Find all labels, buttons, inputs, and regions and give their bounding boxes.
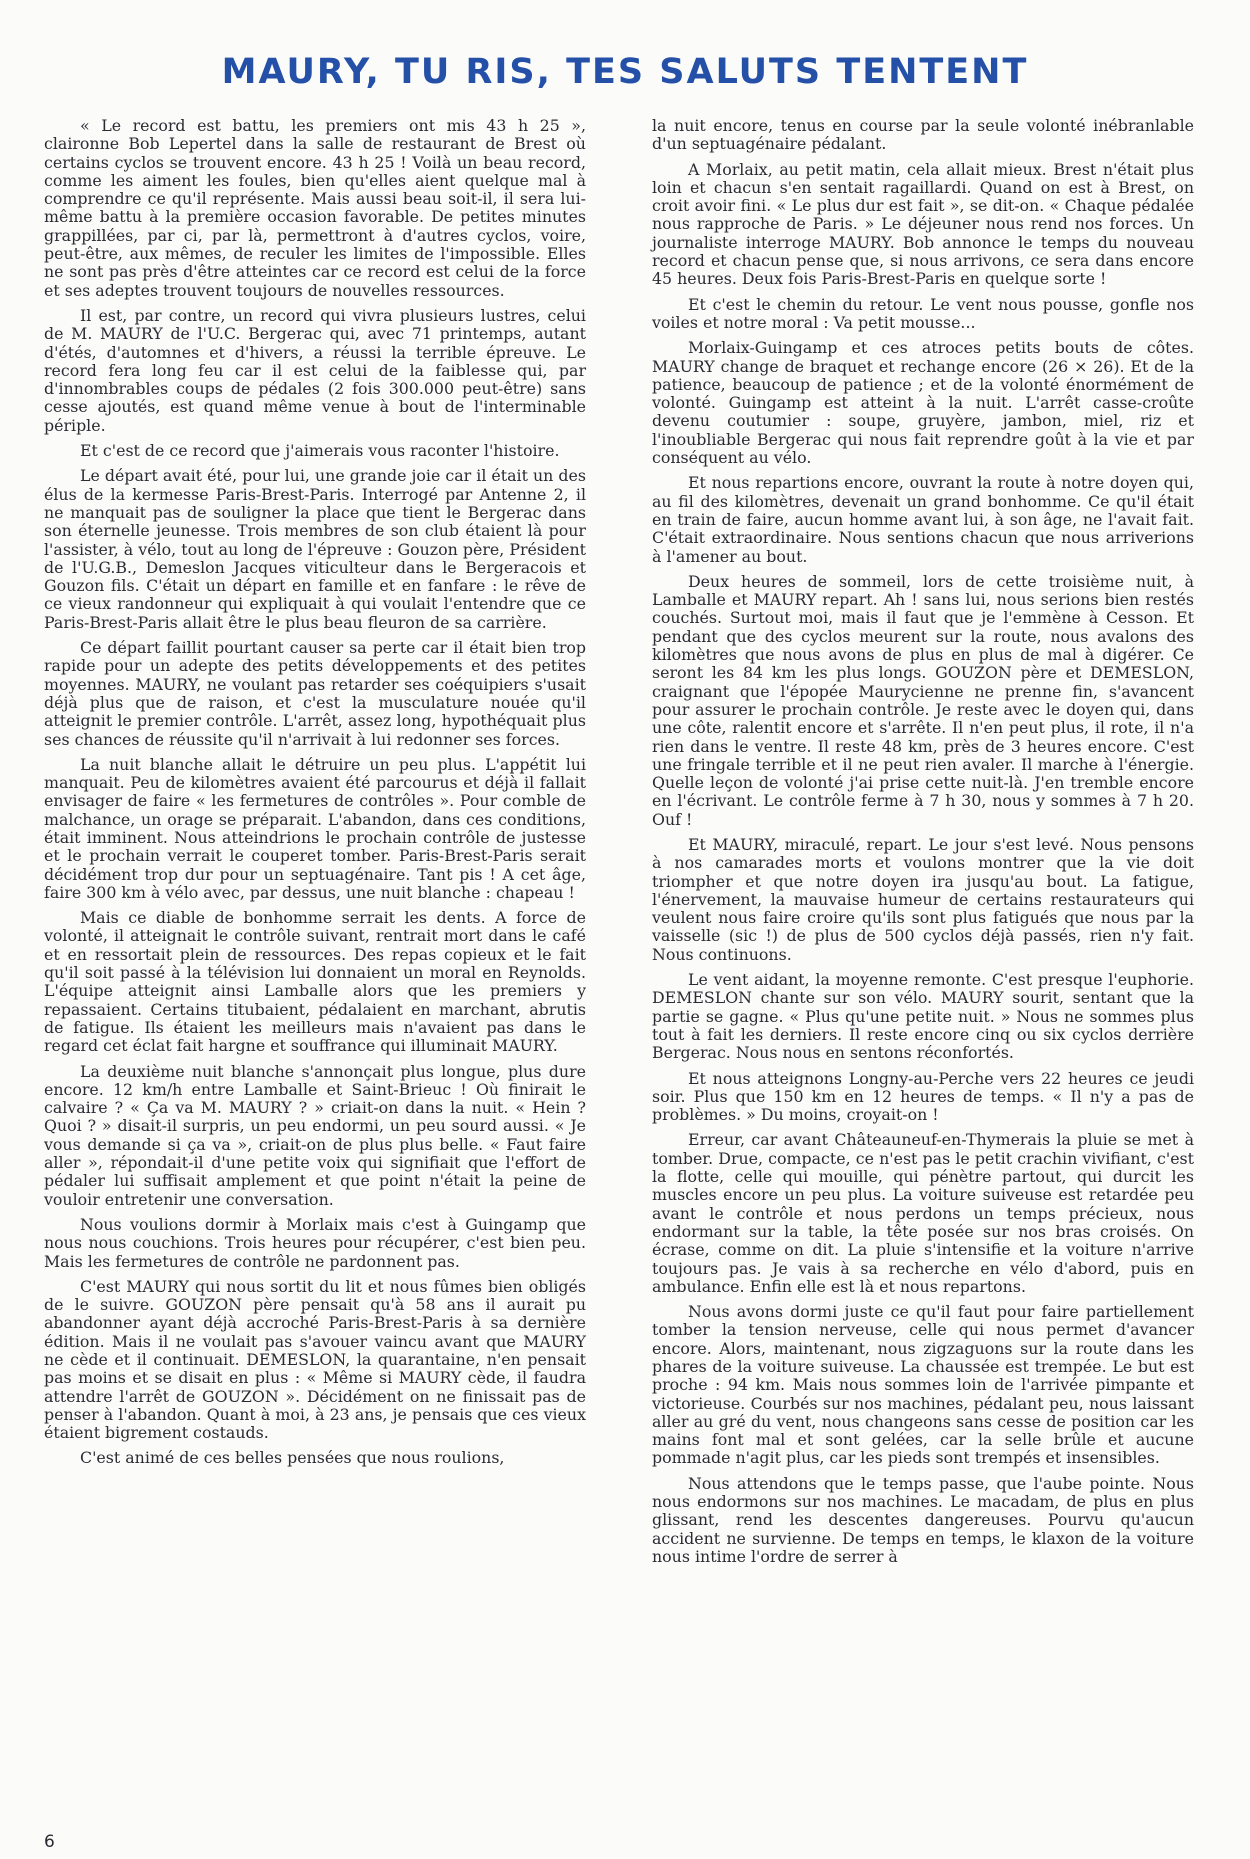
paragraph: Et nous atteignons Longny-au-Perche vers 22 heures ce jeudi soir. Plus que 150 km en 12 heures de temps. « Il n'y a pas de problèmes. » Du moins, croyait-on !: [652, 1068, 1194, 1125]
paragraph: Deux heures de sommeil, lors de cette troisième nuit, à Lamballe et MAURY repart. Ah ! sans lui, nous serions bien restés couchés. Surtout moi, mais il faut que je l'emmène à Cesson. Et pendant que des cyclos meurent sur la route, nous avalons des kilomètres que nous avons de plus en plus de mal à digérer. Ce seront les 84 km les plus longs. GOUZON père et DEMESLON, craignant que l'épopée Maurycienne ne prenne fin, s'avancent pour assurer le prochain contrôle. Je reste avec le doyen qui, dans une côte, ralentit encore et s'arrête. Il n'en peut plus, il rote, il n'a rien dans le ventre. Il reste 48 km, près de 3 heures encore. C'est une fringale terrible et il ne peut rien avaler. Il marche à l'énergie. Quelle leçon de volonté j'ai prise cette nuit-là. J'en tremble encore en l'écrivant. Le contrôle ferme à 7 h 30, nous y sommes à 7 h 20. Ouf !: [652, 571, 1194, 829]
paragraph: Morlaix-Guingamp et ces atroces petits bouts de côtes. MAURY change de braquet et rechange encore (26 × 26). Et de la patience, beaucoup de patience ; et de la volonté énormément de volonté. Guingamp est atteint à la nuit. L'arrêt casse-croûte devenu coutumier : soupe, gruyère, jambon, miel, riz et l'inoubliable Bergerac qui nous fait reprendre goût à la vie et par conséquent au vélo.: [652, 338, 1194, 468]
paragraph: Ce départ faillit pourtant causer sa perte car il était bien trop rapide pour un adepte des petits développements et des petites moyennes. MAURY, ne voulant pas retarder ses coéquipiers s'usait déjà plus que de raison, et c'est la musculature nouée qu'il atteignit le premier contrôle. L'arrêt, assez long, hypothéquait plus ses chances de réussite qu'il n'arrivait à lui redonner ses forces.: [44, 638, 586, 749]
right-column: [652, 117, 1194, 1573]
paragraph: La deuxième nuit blanche s'annonçait plus longue, plus dure encore. 12 km/h entre Lamballe et Saint-Brieuc ! Où finirait le calvaire ? « Ça va M. MAURY ? » criait-on dans la nuit. « Hein ? Quoi ? » disait-il surpris, un peu endormi, un peu sourd aussi. « Je vous demande si ça va », criait-on de plus plus belle. « Faut faire aller », répondait-il d'une petite voix qui signifiait que l'effort de pédaler lui suffisait amplement et que point n'était la peine de vouloir entretenir une conversation.: [44, 1061, 586, 1209]
paragraph: A Morlaix, au petit matin, cela allait mieux. Brest n'était plus loin et chacun s'en sentait ragaillardi. Quand on est à Brest, on croit avoir fini. « Le plus dur est fait », se dit-on. « Chaque pédalée nous rapproche de Paris. » Le déjeuner nous rend nos forces. Un journaliste interroge MAURY. Bob annonce le temps du nouveau record et chacun pense que, si nous arrivons, ce sera dans encore 45 heures. Deux fois Paris-Brest-Paris en quelque sorte !: [652, 159, 1194, 289]
paragraph: Nous attendons que le temps passe, que l'aube pointe. Nous nous endormons sur nos machines. Le macadam, de plus en plus glissant, rend les descentes dangereuses. Pourvu qu'aucun accident ne survienne. De temps en temps, le klaxon de la voiture nous intime l'ordre de serrer à: [652, 1473, 1194, 1566]
paragraph: Mais ce diable de bonhomme serrait les dents. A force de volonté, il atteignait le contrôle suivant, rentrait mort dans le café et en ressortait plein de ressources. Des repas copieux et le fait qu'il soit passé à la télévision lui donnaient un moral en Reynolds. L'équipe atteignit ainsi Lamballe alors que les premiers y repassaient. Certains titubaient, pédalaient en marchant, abrutis de fatigue. Ils étaient les meilleurs mais n'avaient pas dans le regard cet éclat fait hargne et souffrance qui illuminait MAURY.: [44, 908, 586, 1056]
paragraph-continuation: la nuit encore, tenus en course par la seule volonté inébranlable d'un septuagénaire pédalant.: [652, 116, 1194, 154]
paragraph: C'est MAURY qui nous sortit du lit et nous fûmes bien obligés de le suivre. GOUZON père pensait qu'à 58 ans il aurait pu abandonner ayant déjà accroché Paris-Brest-Paris à sa dernière édition. Mais il ne voulait pas s'avouer vaincu avant que MAURY ne cède et il continuait. DEMESLON, la quarantaine, n'en pensait pas moins et se disait en plus : « Même si MAURY cède, il faudra attendre l'arrêt de GOUZON ». Décidément on ne finissait pas de penser à l'abandon. Quant à moi, à 23 ans, je pensais que ces vieux étaient bigrement costauds.: [44, 1276, 586, 1443]
article-title: MAURY, TU RIS, TES SALUTS TENTENT: [221, 52, 1029, 92]
paragraph: La nuit blanche allait le détruire un peu plus. L'appétit lui manquait. Peu de kilomètres avaient été parcourus et déjà il fallait envisager de faire « les fermetures de contrôles ». Pour comble de malchance, un orage se préparait. L'abandon, dans ces conditions, était imminent. Nous atteindrions le prochain contrôle de justesse et le prochain verrait le couperet tomber. Paris-Brest-Paris serait décidément trop dur pour un septuagénaire. Tant pis ! A cet âge, faire 300 km à vélo avec, par dessus, une nuit blanche : chapeau !: [44, 754, 586, 902]
paragraph: Et MAURY, miraculé, repart. Le jour s'est levé. Nous pensons à nos camarades morts et voulons montrer que la vie doit triompher et que notre doyen ira jusqu'au bout. La fatigue, l'énervement, la mauvaise humeur de certains restaurateurs qui veulent nous faire croire qu'ils sont plus fatigués que nous par la vaisselle (sic !) de plus de 500 cyclos déjà passés, rien n'y fait. Nous continuons.: [652, 834, 1194, 964]
paragraph: Et c'est de ce record que j'aimerais vous raconter l'histoire.: [80, 441, 560, 461]
paragraph: Nous voulions dormir à Morlaix mais c'est à Guingamp que nous nous couchions. Trois heures pour récupérer, c'est bien peu. Mais les fermetures de contrôle ne pardonnent pas.: [44, 1214, 586, 1271]
paragraph: Le vent aidant, la moyenne remonte. C'est presque l'euphorie. DEMESLON chante sur son vélo. MAURY sourit, sentant que la partie se gagne. « Plus qu'une petite nuit. » Nous ne sommes plus tout à fait les derniers. Il reste encore cinq ou six cyclos derrière Bergerac. Nous nous en sentons réconfortés.: [652, 970, 1194, 1063]
paragraph: Il est, par contre, un record qui vivra plusieurs lustres, celui de M. MAURY de l'U.C. Bergerac qui, avec 71 printemps, autant d'étés, d'automnes et d'hivers, a réussi la terrible épreuve. Le record fera long feu car il est celui de la faiblesse qui, par d'innombrables coups de pédales (2 fois 300.000 peut-être) sans cesse ajoutés, est quand même venue à bout de l'interminable périple.: [44, 305, 586, 435]
paragraph: « Le record est battu, les premiers ont mis 43 h 25 », claironne Bob Lepertel dans la salle de restaurant de Brest où certains cyclos se trouvent encore. 43 h 25 ! Voilà un beau record, comme les aiment les foules, bien qu'elles aient quelque mal à comprendre ce qu'il représente. Mais aussi beau soit-il, il sera lui-même battu à la première occasion favorable. De petites minutes grappillées, par ci, par là, permettront à d'autres cyclos, voire, peut-être, aux mêmes, de reculer les limites de l'impossible. Elles ne sont pas près d'être atteintes car ce record est celui de la force et ses adeptes trouvent toujours de nouvelles ressources.: [44, 116, 586, 300]
page-number: 6: [44, 1832, 55, 1852]
paragraph: Erreur, car avant Châteauneuf-en-Thymerais la pluie se met à tomber. Drue, compacte, ce n'est pas le petit crachin vivifiant, c'est la flotte, celle qui mouille, qui pénètre partout, qui durcit les muscles encore un peu plus. La voiture suiveuse est retardée peu avant le contrôle et nous perdons un temps précieux, nous endormant sur la table, la tête posée sur nos bras croisés. On écrase, comme on dit. La pluie s'intensifie et la voiture n'arrive toujours pas. Je vais à sa recherche en vélo d'abord, puis en ambulance. Enfin elle est là et nous repartons.: [652, 1130, 1194, 1296]
paragraph: C'est animé de ces belles pensées que nous roulions,: [80, 1448, 505, 1468]
paragraph: Et c'est le chemin du retour. Le vent nous pousse, gonfle nos voiles et notre moral : Va petit mousse...: [652, 294, 1194, 332]
paragraph: Et nous repartions encore, ouvrant la route à notre doyen qui, au fil des kilomètres, devenait un grand bonhomme. Ce qu'il était en train de faire, aucun homme avant lui, à son âge, ne l'avait fait. C'était extraordinaire. Nous sentions chacun que nous arriverions à l'amener au bout.: [652, 473, 1194, 566]
paragraph: Nous avons dormi juste ce qu'il faut pour faire partiellement tomber la tension nerveuse, celle qui nous permet d'avancer encore. Alors, maintenant, nous zigzaguons sur la route dans les phares de la voiture suiveuse. La chaussée est trempée. Le but est proche : 94 km. Mais nous sommes loin de l'arrivée pimpante et victorieuse. Courbés sur nos machines, pédalant peu, nous laissant aller au gré du vent, nous changeons sans cesse de position car les mains font mal et sont gelées, car la selle brûle et aucune pommade n'agit plus, car les pieds sont trempés et insensibles.: [652, 1302, 1194, 1468]
left-column: [44, 117, 586, 1475]
paragraph: Le départ avait été, pour lui, une grande joie car il était un des élus de la kermesse Paris-Brest-Paris. Interrogé par Antenne 2, il ne manquait pas de souligner la place que tient le Bergerac dans son éternelle jeunesse. Trois membres de son club étaient là pour l'assister, à vélo, tout au long de l'épreuve : Gouzon père, Président de l'U.G.B., Demeslon Jacques viticulteur dans le Bergeracois et Gouzon fils. C'était un départ en famille et en fanfare : le rêve de ce vieux randonneur qui expliquait à qui voulait l'entendre que ce Paris-Brest-Paris allait être le plus beau fleuron de sa carrière.: [44, 466, 586, 632]
